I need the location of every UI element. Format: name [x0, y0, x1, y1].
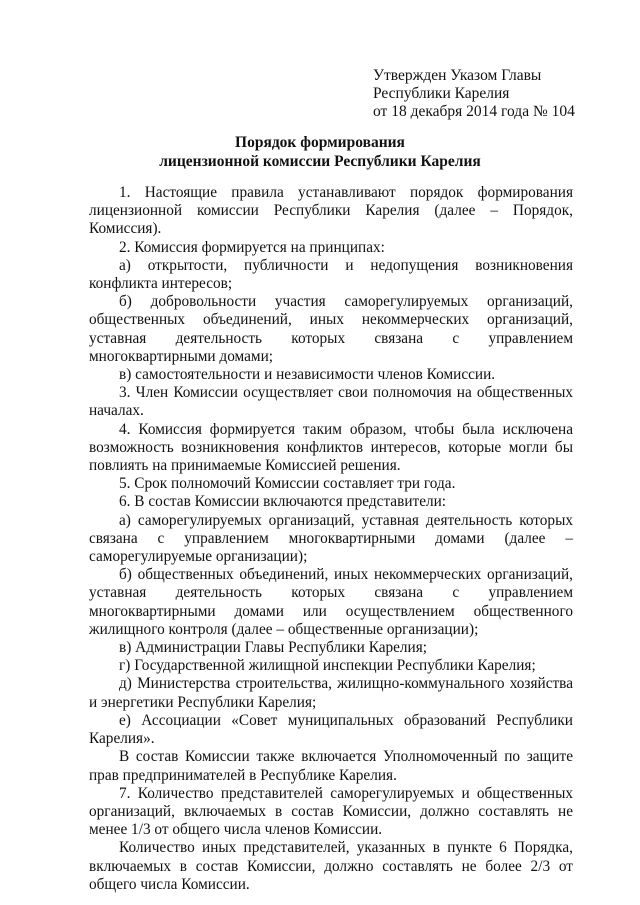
- approval-line-3: от 18 декабря 2014 года № 104: [373, 103, 575, 120]
- document-body: [89, 184, 573, 894]
- paragraph-6d: г) Государственной жилищной инспекции Республики Карелия;: [119, 657, 536, 675]
- paragraph-6b: б) общественных объединений, иных некоммерческих организаций, уставная деятельность которых связана с управлением многоквартирными домами или осуществлением общественного жилищного контроля (далее – общественные организации);: [89, 566, 573, 638]
- approval-line-2: Республики Карелия: [373, 85, 510, 102]
- paragraph-2: 2. Комиссия формируется на принципах:: [119, 238, 385, 256]
- paragraph-2b: б) добровольности участия саморегулируемых организаций, общественных объединений, иных некоммерческих организаций, уставная деятельность которых связана с управлением многоквартирными домами;: [89, 293, 573, 365]
- paragraph-3: 3. Член Комиссии осуществляет свои полномочия на общественных началах.: [89, 384, 573, 420]
- approval-line-1: Утвержден Указом Главы: [373, 67, 542, 84]
- paragraph-6c: в) Администрации Главы Республики Карелия;: [119, 639, 428, 657]
- paragraph-7-extra: Количество иных представителей, указанных в пункте 6 Порядка, включаемых в состав Комиссии, должно составлять не более 2/3 от общего числа Комиссии.: [89, 839, 573, 893]
- paragraph-1: 1. Настоящие правила устанавливают порядок формирования лицензионной комиссии Республики Карелия (далее – Порядок, Комиссия).: [89, 184, 573, 238]
- document-title: [60, 134, 580, 171]
- paragraph-4: 4. Комиссия формируется таким образом, чтобы была исключена возможность возникновения конфликтов интересов, которые могли бы повлиять на принимаемые Комиссией решения.: [89, 420, 573, 475]
- paragraph-6a: а) саморегулируемых организаций, уставная деятельность которых связана с управлением многоквартирными домами (далее – саморегулируемые организации);: [89, 511, 573, 566]
- paragraph-5: 5. Срок полномочий Комиссии составляет три года.: [119, 475, 456, 493]
- title-line-2: лицензионной комиссии Республики Карелия: [159, 152, 481, 170]
- title-line-1: Порядок формирования: [235, 134, 405, 151]
- paragraph-6-extra: В состав Комиссии также включается Уполномоченный по защите прав предпринимателей в Республике Карелия.: [89, 748, 573, 784]
- paragraph-6f: е) Ассоциации «Совет муниципальных образований Республики Карелия».: [89, 711, 573, 748]
- approval-block: [373, 67, 613, 121]
- paragraph-6: 6. В состав Комиссии включаются представители:: [119, 493, 447, 511]
- paragraph-2a: а) открытости, публичности и недопущения возникновения конфликта интересов;: [89, 256, 573, 293]
- paragraph-7: 7. Количество представителей саморегулируемых и общественных организаций, включаемых в состав Комиссии, должно составлять не менее 1/3 от общего числа членов Комиссии.: [89, 784, 573, 839]
- paragraph-6e: д) Министерства строительства, жилищно-коммунального хозяйства и энергетики Республики Карелия;: [89, 675, 573, 711]
- paragraph-2c: в) самостоятельности и независимости членов Комиссии.: [119, 366, 496, 384]
